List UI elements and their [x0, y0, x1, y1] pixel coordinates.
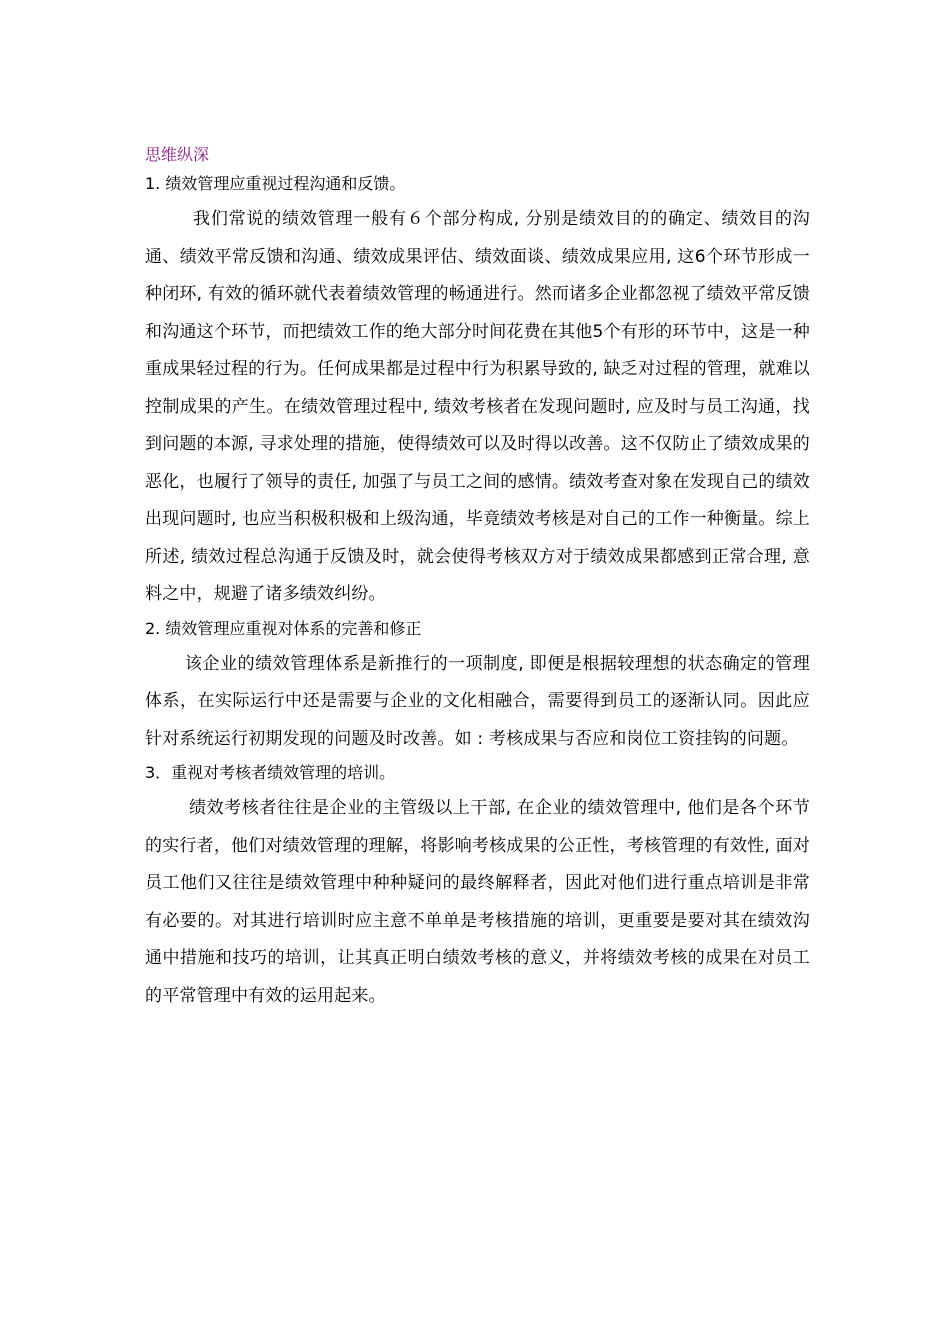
- item-paragraph-1: 我们常说的绩效管理一般有６个部分构成, 分别是绩效目的的确定、绩效目的沟通、绩效平常反馈和沟通、绩效成果评估、绩效面谈、绩效成果应用, 这6个环节形成一种闭环, 有效的循环就代表着绩效管理的畅通进行。然而诸多企业都忽视了绩效平常反馈和沟通这个环节，而把绩效工作的绝大部分时间花费在其他5个有形的环节中，这是一种重成果轻过程的行为。任何成果都是过程中行为积累导致的, 缺乏对过程的管理，就难以控制成果的产生。在绩效管理过程中, 绩效考核者在发现问题时, 应及时与员工沟通，找到问题的本源, 寻求处理的措施，使得绩效可以及时得以改善。这不仅防止了绩效成果的恶化，也履行了领导的责任, 加强了与员工之间的感情。绩效考查对象在发现自己的绩效出现问题时, 也应当积极积极和上级沟通，毕竟绩效考核是对自己的工作一种衡量。综上所述, 绩效过程总沟通于反馈及时，就会使得考核双方对于绩效成果都感到正常合理, 意料之中，规避了诸多绩效纠纷。: [145, 209, 810, 604]
- item-paragraph-2: 该企业的绩效管理体系是新推行的一项制度, 即便是根据较理想的状态确定的管理体系，在实际运行中还是需要与企业的文化相融合，需要得到员工的逐渐认同。因此应针对系统运行初期发现的问题及时改善。如 : 考核成果与否应和岗位工资挂钩的问题。: [145, 653, 810, 749]
- section-title: 思维纵深: [145, 145, 210, 164]
- document-body: [145, 140, 810, 1015]
- item-heading-2: 2. 绩效管理应重视对体系的完善和修正: [145, 618, 422, 638]
- item-heading-1: 1. 绩效管理应重视过程沟通和反馈。: [145, 174, 406, 193]
- item-heading-3: 3．重视对考核者绩效管理的培训。: [145, 763, 396, 782]
- item-paragraph-3: 绩效考核者往往是企业的主管级以上干部, 在企业的绩效管理中, 他们是各个环节的实行者，他们对绩效管理的理解，将影响考核成果的公正性，考核管理的有效性, 面对员工他们又往往是绩效管理中种种疑问的最终解释者，因此对他们进行重点培训是非常有必要的。对其进行培训时应主意不单单是考核措施的培训，更重要是要对其在绩效沟通中措施和技巧的培训，让其真正明白绩效考核的意义，并将绩效考核的成果在对员工的平常管理中有效的运用起来。: [145, 798, 810, 1006]
